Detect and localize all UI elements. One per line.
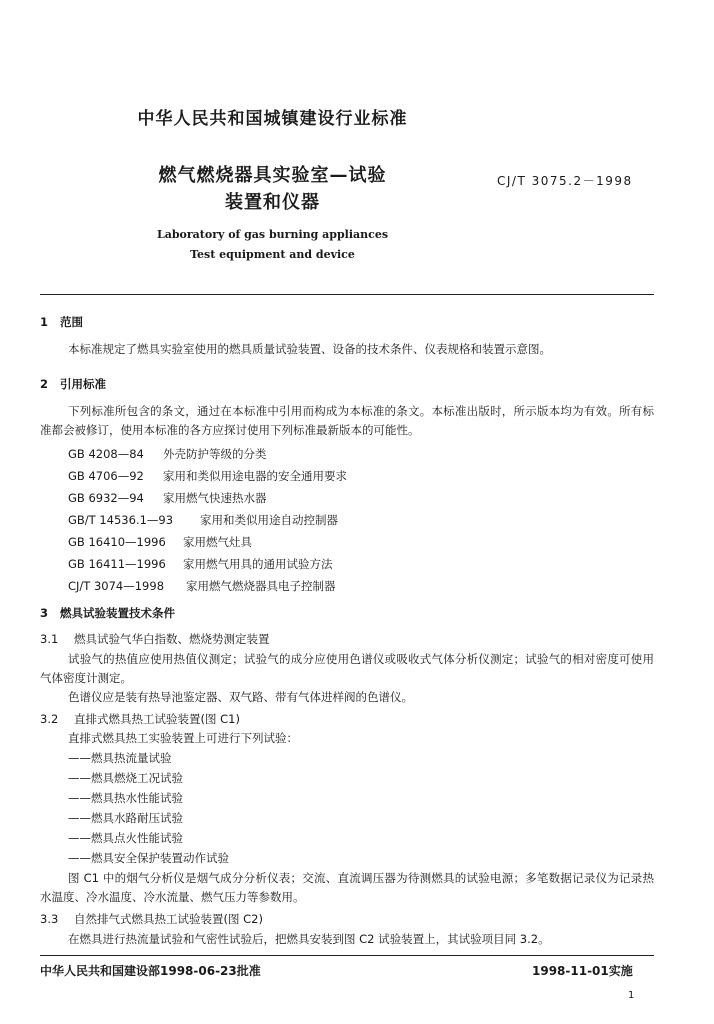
section-1-heading <box>40 314 83 330</box>
subsection-title: 燃具试验气华白指数、燃烧势测定装置 <box>74 632 270 646</box>
subsection-title: 直排式燃具热工试验装置(图 C1) <box>74 712 240 726</box>
subsection-3-3-heading <box>40 911 263 927</box>
test-item: ——燃具安全保护装置动作试验 <box>68 851 229 865</box>
reference-code: GB 6932—94 <box>68 491 144 505</box>
reference-item <box>68 556 333 572</box>
subsection-3-1-para-1: 试验气的热值应使用热值仪测定；试验气的成分应使用色谱仪或吸收式气体分析仪测定；试验气的相对密度可使用气体密度计测定。 <box>40 652 654 685</box>
reference-code: GB 4208—84 <box>68 447 144 461</box>
reference-code: CJ/T 3074—1998 <box>68 579 165 593</box>
approval-date: 中华人民共和国建设部1998-06-23批准 <box>40 964 261 978</box>
subsection-number: 3.3 <box>40 912 59 926</box>
subsection-3-1-heading <box>40 631 270 647</box>
issuing-body-header: 中华人民共和国城镇建设行业标准 <box>137 109 408 129</box>
title-divider <box>40 294 654 295</box>
reference-code: GB 16411—1996 <box>68 557 166 571</box>
reference-title: 家用燃气燃烧器具电子控制器 <box>186 579 336 593</box>
standard-number: CJ/T 3075.2－1998 <box>497 174 633 188</box>
reference-title: 家用和类似用途电器的安全通用要求 <box>163 469 347 483</box>
reference-title: 家用和类似用途自动控制器 <box>200 513 338 527</box>
subsection-title: 自然排气式燃具热工试验装置(图 C2) <box>74 912 263 926</box>
subsection-3-2-figure-note: 图 C1 中的烟气分析仪是烟气成分分析仪表；交流、直流调压器为待测燃具的试验电源；多笔数据记录仪为记录热水温度、冷水温度、冷水流量、燃气压力等参数用。 <box>40 871 654 904</box>
page-number: 1 <box>628 990 635 1001</box>
reference-item <box>68 468 347 484</box>
section-title: 范围 <box>60 315 83 329</box>
section-title: 引用标准 <box>60 377 106 391</box>
section-3-heading <box>40 605 175 621</box>
reference-title: 家用燃气快速热水器 <box>163 491 267 505</box>
subsection-number: 3.1 <box>40 632 59 646</box>
section-number: 1 <box>40 315 49 329</box>
reference-title: 外壳防护等级的分类 <box>163 447 267 461</box>
reference-item <box>68 490 267 506</box>
test-item: ——燃具水路耐压试验 <box>68 811 183 825</box>
subsection-3-3-text: 在燃具进行热流量试验和气密性试验后，把燃具安装到图 C2 试验装置上，其试验项目同 3.2。 <box>68 932 550 946</box>
reference-code: GB 4706—92 <box>68 469 144 483</box>
section-2-text: 下列标准所包含的条文，通过在本标准中引用而构成为本标准的条文。本标准出版时，所示版本均为有效。所有标准都会被修订，使用本标准的各方应探讨使用下列标准最新版本的可能性。 <box>40 404 654 437</box>
english-title-line1: Laboratory of gas burning appliances <box>156 228 389 241</box>
effective-date: 1998-11-01实施 <box>532 964 633 978</box>
test-item: ——燃具燃烧工况试验 <box>68 771 183 785</box>
reference-item <box>68 534 252 550</box>
test-item: ——燃具点火性能试验 <box>68 831 183 845</box>
test-item: ——燃具热流量试验 <box>68 751 172 765</box>
section-number: 2 <box>40 377 49 391</box>
test-item: ——燃具热水性能试验 <box>68 791 183 805</box>
standard-title-line2: 装置和仪器 <box>225 192 320 213</box>
subsection-number: 3.2 <box>40 712 59 726</box>
subsection-3-2-intro: 直排式燃具热工实验装置上可进行下列试验： <box>68 731 298 745</box>
footer-divider <box>40 955 654 956</box>
reference-item <box>68 578 336 594</box>
subsection-3-1-para-2: 色谱仪应是装有热导池鉴定器、双气路、带有气体进样阀的色谱仪。 <box>68 690 413 704</box>
english-title-line2: Test equipment and device <box>190 248 355 261</box>
standard-title-line1: 燃气燃烧器具实验室—试验 <box>158 165 387 186</box>
reference-item <box>68 446 267 462</box>
reference-title: 家用燃气灶具 <box>183 535 252 549</box>
reference-code: GB/T 14536.1—93 <box>68 513 174 527</box>
section-2-heading <box>40 376 106 392</box>
reference-code: GB 16410—1996 <box>68 535 166 549</box>
section-number: 3 <box>40 606 49 620</box>
section-1-text: 本标准规定了燃具实验室使用的燃具质量试验装置、设备的技术条件、仪表规格和装置示意图。 <box>68 342 551 356</box>
reference-item <box>68 512 338 528</box>
section-title: 燃具试验装置技术条件 <box>60 606 175 620</box>
subsection-3-2-heading <box>40 711 240 727</box>
reference-title: 家用燃气用具的通用试验方法 <box>183 557 333 571</box>
